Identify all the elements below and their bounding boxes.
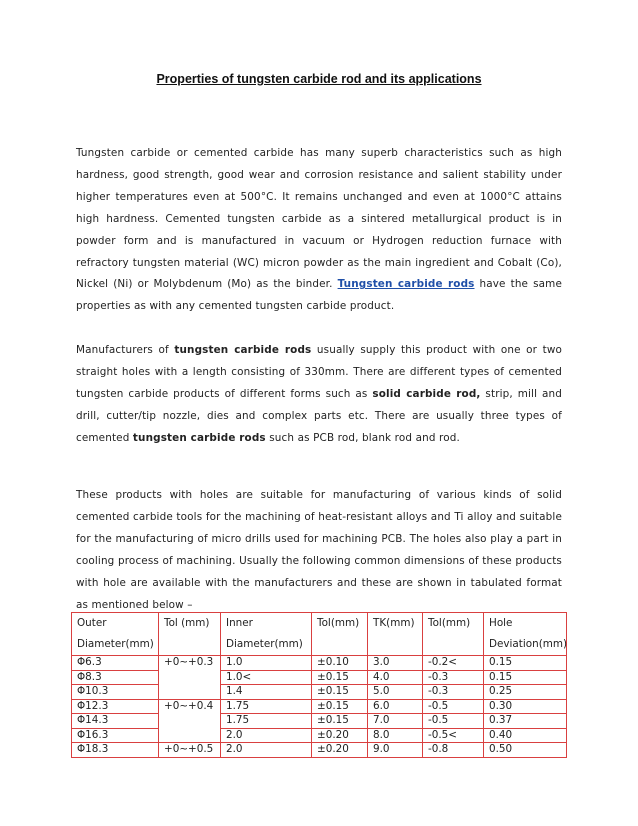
table-cell: Φ14.3 (72, 714, 159, 729)
table-cell: -0.3 (423, 670, 484, 685)
table-cell: ±0.20 (312, 728, 368, 743)
paragraph-text: such as PCB rod, blank rod and rod. (265, 431, 460, 444)
table-cell: ±0.10 (312, 656, 368, 671)
table-cell: 0.50 (484, 743, 567, 758)
table-cell: 1.75 (221, 714, 312, 729)
table-cell (159, 714, 221, 729)
table-cell: 1.0< (221, 670, 312, 685)
table-cell: +0~+0.5 (159, 743, 221, 758)
table-cell: +0~+0.3 (159, 656, 221, 671)
table-cell: Φ8.3 (72, 670, 159, 685)
paragraph-manufacturers (76, 340, 562, 450)
table-cell: ±0.20 (312, 743, 368, 758)
table-cell: 0.15 (484, 656, 567, 671)
table-cell (159, 670, 221, 685)
table-cell: 0.15 (484, 670, 567, 685)
table-cell: 0.37 (484, 714, 567, 729)
column-header: Hole Deviation(mm) (484, 613, 567, 656)
table-cell: 1.4 (221, 685, 312, 700)
paragraph-properties (76, 143, 562, 318)
table-cell: 4.0 (368, 670, 423, 685)
column-header: Outer Diameter(mm) (72, 613, 159, 656)
table-cell: 9.0 (368, 743, 423, 758)
column-header: Tol(mm) (312, 613, 368, 656)
paragraph-applications: These products with holes are suitable for manufacturing of various kinds of solid cemented carbide tools for the machining of heat-resistant alloys and Ti alloy and suitable for the manufacturing of micro drills used for machining PCB. The holes also play a part in cooling process of machining. Usually the following common dimensions of these products with hole are available with the manufacturers and these are shown in tabulated format as mentioned below – (76, 489, 562, 611)
bold-term: tungsten carbide rods (174, 344, 312, 356)
table-cell: Φ18.3 (72, 743, 159, 758)
column-header: Tol(mm) (423, 613, 484, 656)
table-cell: ±0.15 (312, 714, 368, 729)
tungsten-carbide-rods-link[interactable]: Tungsten carbide rods (337, 278, 475, 291)
table-cell: Φ12.3 (72, 699, 159, 714)
paragraph-text: have the same properties as with any cemented tungsten carbide product. (76, 278, 562, 313)
table-row (72, 699, 567, 714)
table-cell: 6.0 (368, 699, 423, 714)
table-cell: ±0.15 (312, 699, 368, 714)
table-cell: 0.25 (484, 685, 567, 700)
table-cell: -0.3 (423, 685, 484, 700)
table-cell: -0.8 (423, 743, 484, 758)
table-cell: 1.0 (221, 656, 312, 671)
table-row (72, 714, 567, 729)
column-header: Inner Diameter(mm) (221, 613, 312, 656)
table-cell: 7.0 (368, 714, 423, 729)
paragraph-text: Tungsten carbide or cemented carbide has many superb characteristics such as high hardness, good strength, good wear and corrosion resistance and salient stability under higher temperatures even at 500°C. It remains unchanged and even at 1000°C attains high hardness. Cemented tungsten carbide as a sintered metallurgical product is in powder form and is manufactured in vacuum or Hydrogen reduction furnace with refractory tungsten material (WC) micron powder as the main ingredient and Cobalt (Co), Nickel (Ni) or Molybdenum (Mo) as the binder. (76, 147, 562, 291)
paragraph-text: usually supply this product with one or two straight holes with a length consisting of 330mm. There are different types of cemented tungsten carbide products of different forms such as (76, 344, 562, 400)
table-cell: ±0.15 (312, 685, 368, 700)
column-header: TK(mm) (368, 613, 423, 656)
table-cell: 2.0 (221, 743, 312, 758)
table-cell: Φ10.3 (72, 685, 159, 700)
table-row (72, 743, 567, 758)
table-cell: 8.0 (368, 728, 423, 743)
table-cell (159, 685, 221, 700)
table-cell: Φ6.3 (72, 656, 159, 671)
table-cell: Φ16.3 (72, 728, 159, 743)
paragraph-text: strip, mill and drill, cutter/tip nozzle, dies and complex parts etc. There are usually three types of cemented (76, 387, 563, 444)
table-row (72, 670, 567, 685)
table-row (72, 656, 567, 671)
document-title: Properties of tungsten carbide rod and its applications (156, 72, 482, 86)
table-cell: -0.2< (423, 656, 484, 671)
table-cell: 5.0 (368, 685, 423, 700)
table-cell: -0.5 (423, 699, 484, 714)
table-cell: 0.30 (484, 699, 567, 714)
table-row (72, 685, 567, 700)
table-cell: 1.75 (221, 699, 312, 714)
table-cell: -0.5< (423, 728, 484, 743)
table-cell: ±0.15 (312, 670, 368, 685)
table-cell (159, 728, 221, 743)
table-header-row (72, 613, 567, 656)
paragraph-text: Manufacturers of (76, 344, 175, 356)
table-cell: 0.40 (484, 728, 567, 743)
bold-term: tungsten carbide rods (132, 431, 266, 444)
table-row (72, 728, 567, 743)
bold-term: solid carbide rod, (372, 387, 481, 400)
dimensions-table (71, 612, 567, 758)
table-cell: +0~+0.4 (159, 699, 221, 714)
table-cell: 2.0 (221, 728, 312, 743)
column-header: Tol (mm) (159, 613, 221, 656)
table-cell: 3.0 (368, 656, 423, 671)
table-cell: -0.5 (423, 714, 484, 729)
